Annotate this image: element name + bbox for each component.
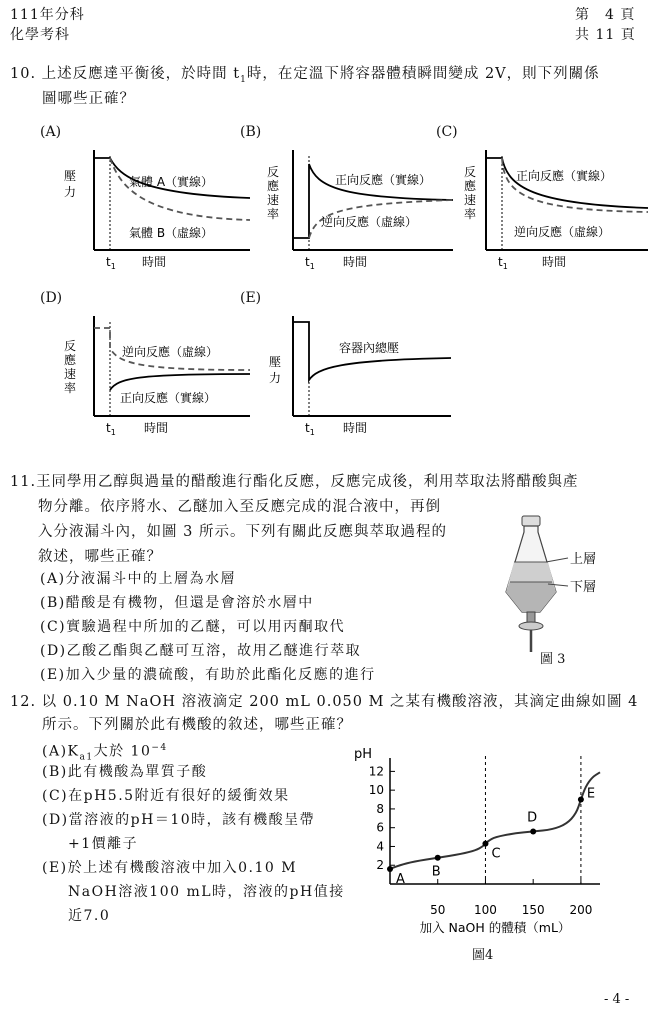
chart-point-c bbox=[482, 841, 488, 847]
graph-e-x-label: 時間 bbox=[343, 421, 368, 435]
header-exam: 化學考科 bbox=[10, 27, 70, 43]
chart-point-label: C bbox=[491, 846, 501, 862]
graph-d-solid-curve bbox=[110, 374, 250, 390]
q12-stem-line1: 12. 以 0.10 M NaOH 溶液滴定 200 mL 0.050 M 之某有機酸溶液，其滴定曲線如圖 4 bbox=[10, 694, 639, 710]
svg-text:速: 速 bbox=[267, 193, 280, 207]
chart-x-tick-label: 150 bbox=[521, 903, 545, 917]
q11-stem-line1: 11.王同學用乙醇與過量的醋酸進行酯化反應，反應完成後，利用萃取法將醋酸與產 bbox=[10, 474, 579, 490]
figure3-caption: 圖 3 bbox=[540, 652, 566, 667]
svg-text:反: 反 bbox=[464, 165, 477, 179]
svg-text:率: 率 bbox=[64, 381, 77, 395]
graph-a-solid-label: 氣體 A（實線） bbox=[129, 175, 214, 189]
chart-y-tick-label: 10 bbox=[368, 783, 384, 798]
chart-point-d bbox=[530, 828, 536, 834]
q12-option-e-cont1: NaOH溶液100 mL時，溶液的pH值接 bbox=[68, 884, 345, 900]
graph-e bbox=[265, 308, 455, 443]
q10-stem-line2: 圖哪些正確？ bbox=[42, 91, 135, 107]
chart-y-tick-label: 4 bbox=[376, 839, 384, 854]
upper-layer-label: 上層 bbox=[570, 552, 597, 567]
graph-c-x-label: 時間 bbox=[542, 255, 567, 269]
q12-option-d: (D)當溶液的pH＝10時，該有機酸呈帶 bbox=[42, 812, 316, 828]
chart-point-e bbox=[578, 797, 584, 803]
q11-option-e: (E)加入少量的濃硫酸，有助於此酯化反應的進行 bbox=[40, 667, 376, 683]
graph-a-dashed-label: 氣體 B（虛線） bbox=[129, 226, 214, 240]
chart-point-label: E bbox=[586, 786, 596, 802]
chart-x-label: 加入 NaOH 的體積（mL） bbox=[419, 920, 571, 935]
graph-b-dashed-label: 逆向反應（虛線） bbox=[321, 215, 418, 229]
chart-x-tick-label: 200 bbox=[569, 903, 593, 917]
graph-d bbox=[62, 308, 252, 443]
q12-option-d-cont: +1價離子 bbox=[68, 836, 139, 852]
graph-c-solid-curve bbox=[486, 158, 648, 208]
page-number: - 4 - bbox=[604, 992, 630, 1007]
q10-tag-a: (A) bbox=[40, 124, 62, 140]
funnel-stopper bbox=[522, 516, 540, 526]
chart-y-tick-label: 8 bbox=[376, 801, 384, 816]
chart-y-label: pH bbox=[354, 747, 373, 762]
chart-x-tick-label: 100 bbox=[474, 903, 497, 917]
graph-c-dashed-curve bbox=[502, 158, 648, 212]
graph-d-x-label: 時間 bbox=[144, 421, 169, 435]
graph-b bbox=[265, 142, 455, 277]
graph-b-x-label: 時間 bbox=[343, 255, 368, 269]
graph-e-solid-label: 容器內總壓 bbox=[339, 341, 400, 355]
chart-x-tick-label: 50 bbox=[430, 903, 446, 917]
chart-y-tick-label: 6 bbox=[376, 820, 384, 835]
graph-a bbox=[62, 142, 252, 277]
graph-d-t-label: $t_1$ bbox=[106, 421, 116, 437]
funnel-stopcock bbox=[519, 622, 543, 630]
q12-option-b: (B)此有機酸為單質子酸 bbox=[42, 764, 208, 780]
header-year-subject: 111年分科 bbox=[10, 7, 85, 23]
q10-tag-d: (D) bbox=[40, 290, 63, 306]
chart-point-label: A bbox=[396, 871, 405, 887]
q11-option-a: (A)分液漏斗中的上層為水層 bbox=[40, 571, 237, 587]
svg-text:應: 應 bbox=[64, 353, 77, 367]
q11-option-d: (D)乙酸乙酯與乙醚可互溶，故用乙醚進行萃取 bbox=[40, 643, 362, 659]
q11-option-c: (C)實驗過程中所加的乙醚，可以用丙酮取代 bbox=[40, 619, 346, 635]
graph-a-x-label: 時間 bbox=[142, 255, 167, 269]
graph-b-solid-label: 正向反應（實線） bbox=[335, 173, 432, 187]
q12-option-e: (E)於上述有機酸溶液中加入0.10 M bbox=[42, 860, 298, 876]
graph-c-dashed-label: 逆向反應（虛線） bbox=[514, 225, 611, 239]
svg-text:壓: 壓 bbox=[269, 355, 282, 369]
graph-a-ylabel-2: 力 bbox=[64, 185, 77, 199]
chart-y-tick-label: 2 bbox=[376, 858, 384, 873]
chart-point-a bbox=[387, 866, 393, 872]
svg-text:應: 應 bbox=[464, 179, 477, 193]
svg-text:應: 應 bbox=[267, 179, 280, 193]
graph-d-dashed-label: 逆向反應（虛線） bbox=[122, 345, 219, 359]
q12-option-e-cont2: 近7.0 bbox=[68, 908, 111, 924]
q12-stem-line2: 所示。下列關於此有機酸的敘述，哪些正確？ bbox=[42, 717, 352, 733]
q10-number: 10. bbox=[10, 66, 37, 82]
chart-plot-area bbox=[354, 747, 600, 935]
q11-option-b: (B)醋酸是有機物，但還是會溶於水層中 bbox=[40, 595, 314, 611]
figure4-caption: 圖4 bbox=[472, 948, 494, 963]
q10-tag-e: (E) bbox=[240, 290, 262, 306]
svg-text:率: 率 bbox=[464, 207, 477, 221]
svg-text:反: 反 bbox=[64, 339, 77, 353]
q10-stem: 10. 上述反應達平衡後，於時間 $t_1$時，在定溫下將容器體積瞬間變成 2V，則下列關係 bbox=[10, 66, 600, 85]
chart-point-b bbox=[435, 855, 441, 861]
titration-chart bbox=[340, 738, 640, 968]
q11-stem-line4: 敘述，哪些正確？ bbox=[38, 549, 162, 565]
graph-a-ylabel-1: 壓 bbox=[64, 169, 77, 183]
graph-a-dashed-curve bbox=[110, 158, 250, 220]
header-page: 第 4 頁 bbox=[575, 7, 636, 23]
lower-layer-label: 下層 bbox=[570, 580, 597, 595]
q12-option-a: $(A)K_{a1}$大於 $10^{-4}$ bbox=[42, 743, 168, 763]
graph-c bbox=[462, 142, 652, 277]
q10-tag-b: (B) bbox=[240, 124, 262, 140]
q11-stem-line3: 入分液漏斗內，如圖 3 所示。下列有關此反應與萃取過程的 bbox=[38, 524, 447, 540]
svg-text:反: 反 bbox=[267, 165, 280, 179]
graph-b-t-label: $t_1$ bbox=[305, 255, 315, 271]
graph-a-t-label: $t_1$ bbox=[106, 255, 116, 271]
graph-c-t-label: $t_1$ bbox=[498, 255, 508, 271]
q10-tag-c: (C) bbox=[436, 124, 458, 140]
svg-text:速: 速 bbox=[64, 367, 77, 381]
graph-e-t-label: $t_1$ bbox=[305, 421, 315, 437]
chart-point-label: B bbox=[431, 864, 441, 880]
header-total: 共 11 頁 bbox=[575, 27, 636, 43]
svg-text:率: 率 bbox=[267, 207, 280, 221]
graph-c-solid-label: 正向反應（實線） bbox=[516, 169, 613, 183]
chart-y-tick-label: 12 bbox=[368, 764, 384, 779]
svg-text:力: 力 bbox=[269, 371, 282, 385]
q11-stem-line2: 物分離。依序將水、乙醚加入至反應完成的混合液中，再倒 bbox=[38, 499, 441, 515]
svg-text:速: 速 bbox=[464, 193, 477, 207]
q12-option-c: (C)在pH5.5附近有很好的緩衝效果 bbox=[42, 788, 290, 804]
chart-point-label: D bbox=[527, 810, 538, 826]
graph-d-solid-label: 正向反應（實線） bbox=[120, 391, 217, 405]
